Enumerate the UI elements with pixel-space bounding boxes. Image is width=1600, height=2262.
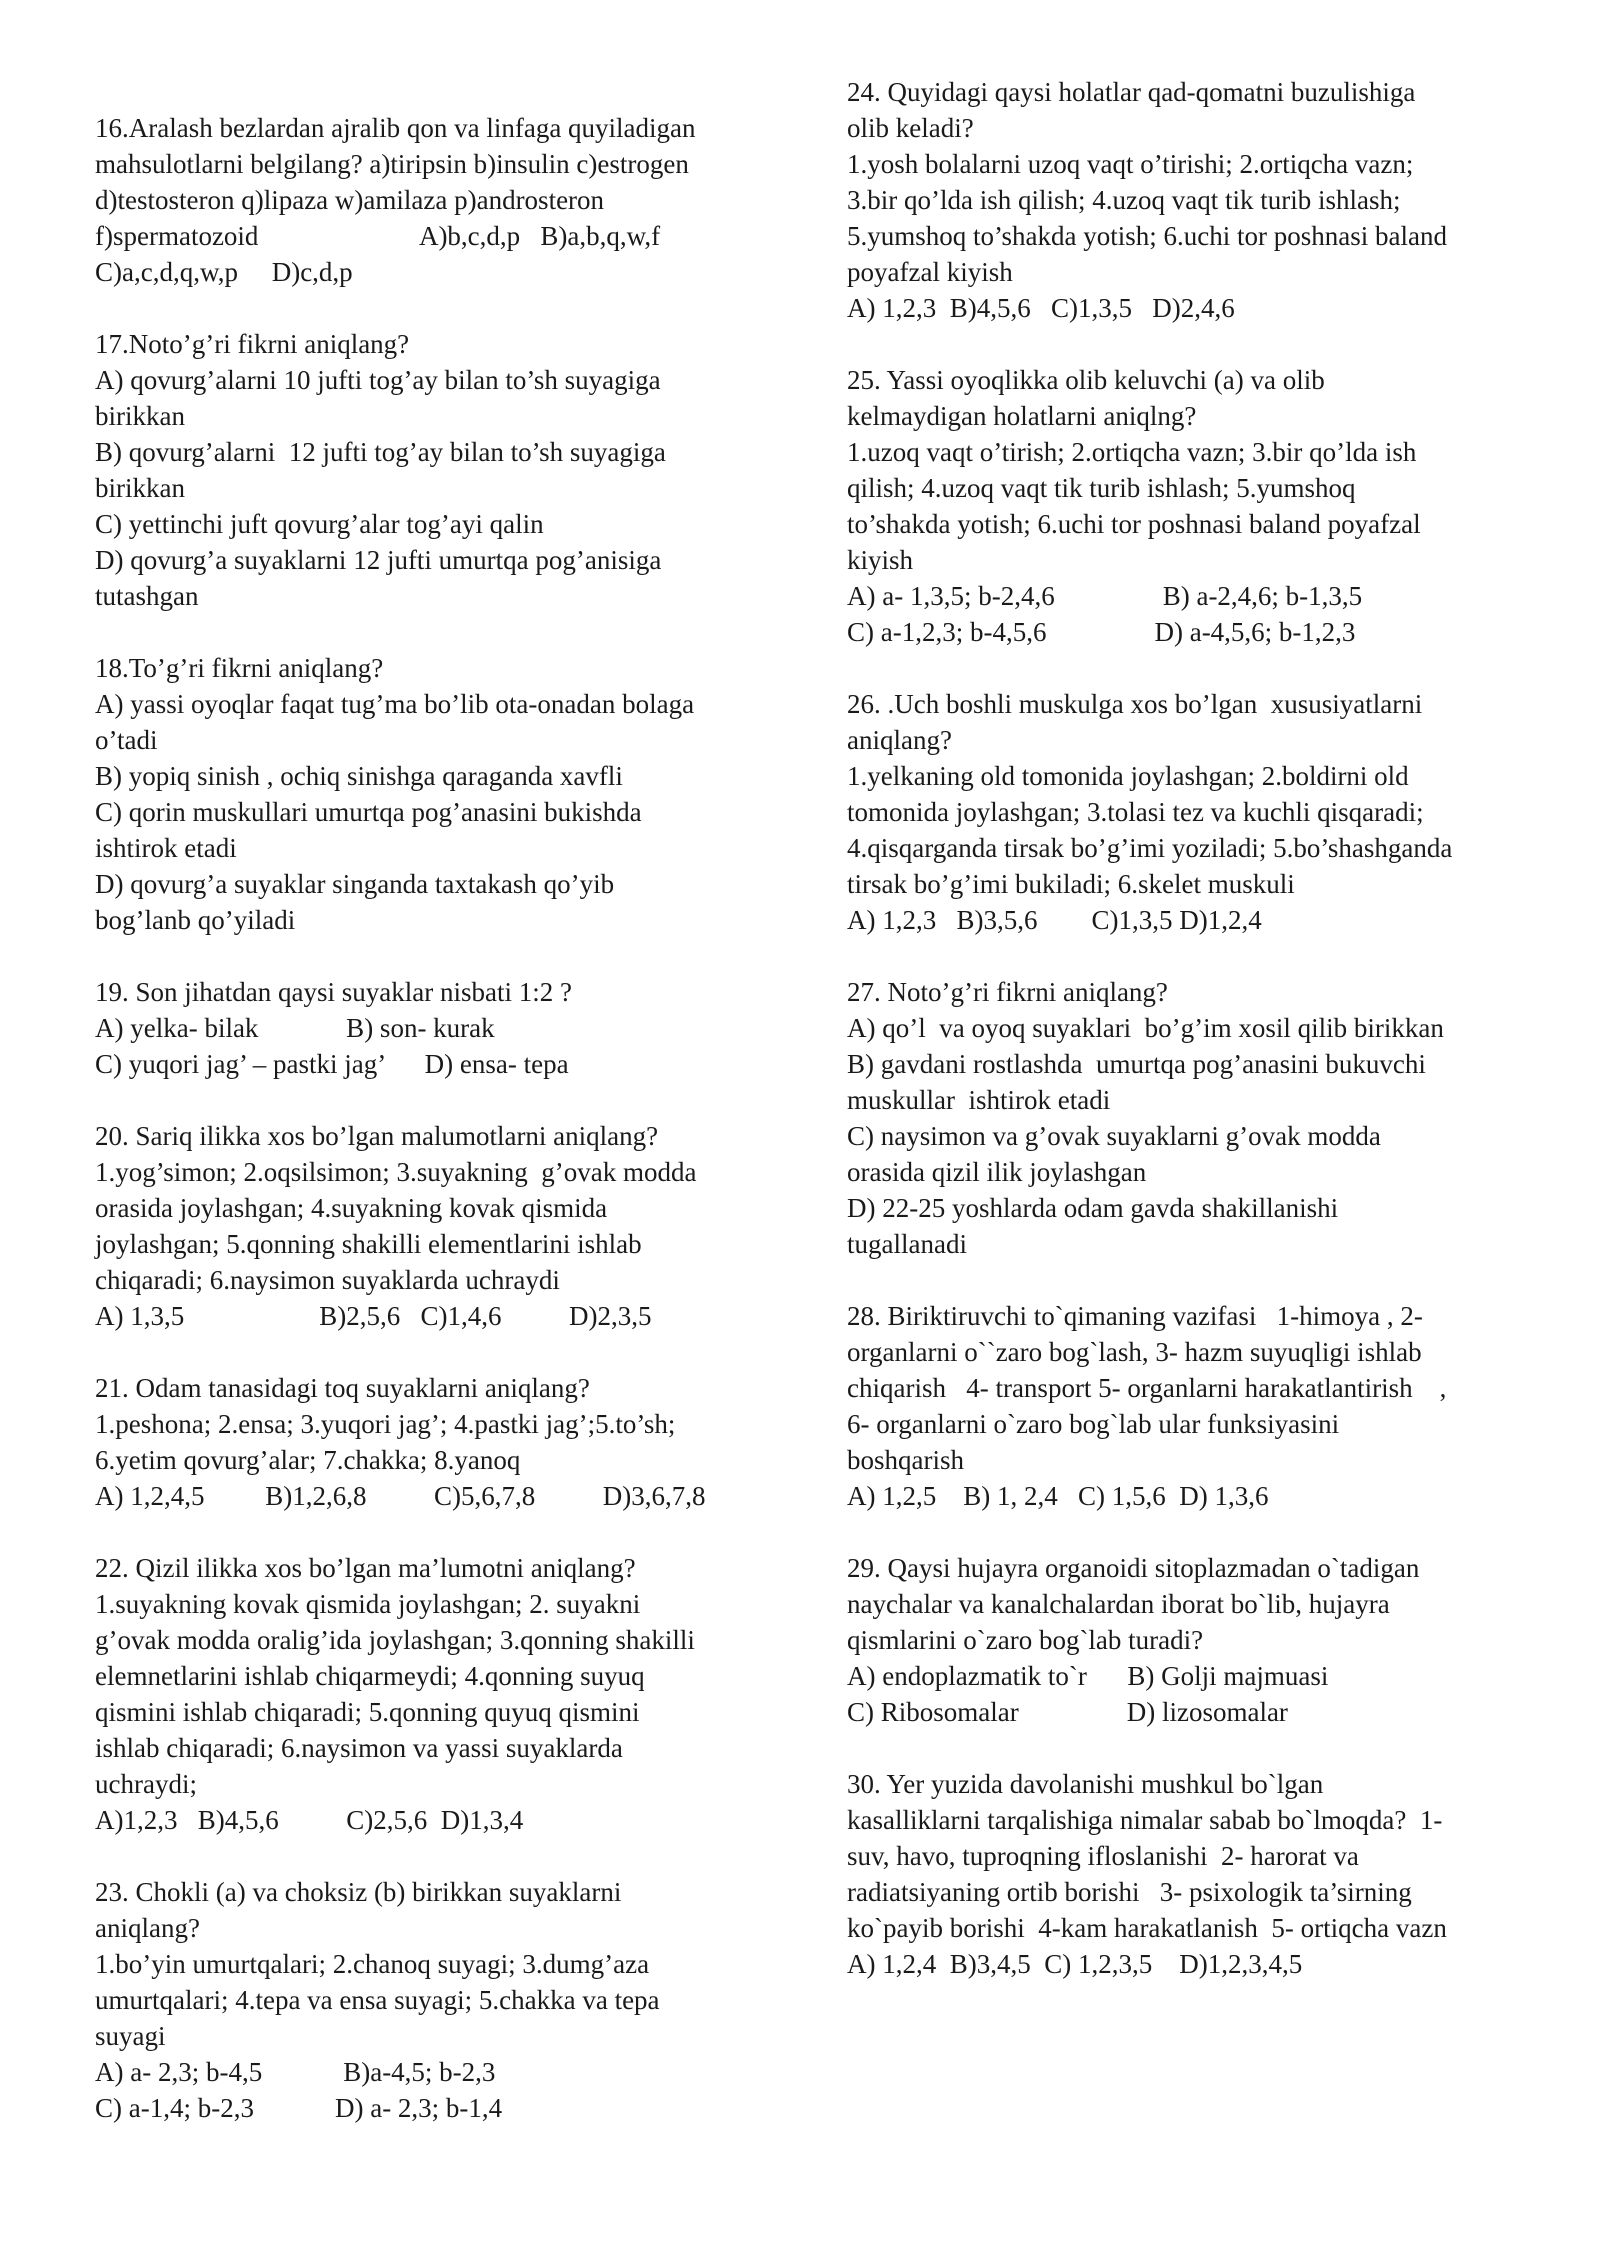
question-line: C) naysimon va g’ovak suyaklarni g’ovak modda	[847, 1121, 1381, 1151]
question-line: A) 1,2,4 B)3,4,5 C) 1,2,3,5 D)1,2,3,4,5	[847, 1949, 1303, 1979]
question-line: qismlarini o`zaro bog`lab turadi?	[847, 1625, 1204, 1655]
question-q19	[95, 974, 800, 1082]
question-line: A) a- 1,3,5; b-2,4,6 B) a-2,4,6; b-1,3,5	[847, 581, 1363, 611]
question-q22	[95, 1550, 800, 1838]
question-line: A) yelka- bilak B) son- kurak	[95, 1013, 495, 1043]
question-line: mahsulotlarni belgilang? a)tiripsin b)insulin c)estrogen	[95, 149, 689, 179]
question-line: umurtqalari; 4.tepa va ensa suyagi; 5.chakka va tepa	[95, 1985, 660, 2015]
question-line: birikkan	[95, 401, 185, 431]
question-line: A)1,2,3 B)4,5,6 C)2,5,6 D)1,3,4	[95, 1805, 524, 1835]
question-line: B) yopiq sinish , ochiq sinishga qaraganda xavfli	[95, 761, 623, 791]
question-line: 1.yosh bolalarni uzoq vaqt o’tirishi; 2.ortiqcha vazn;	[847, 149, 1414, 179]
right-column	[847, 74, 1559, 2018]
question-line: tomonida joylashgan; 3.tolasi tez va kuchli qisqaradi;	[847, 797, 1424, 827]
question-line: 16.Aralash bezlardan ajralib qon va linfaga quyiladigan	[95, 113, 696, 143]
question-line: g’ovak modda oralig’ida joylashgan; 3.qonning shakilli	[95, 1625, 695, 1655]
question-q24	[847, 74, 1559, 326]
question-line: tutashgan	[95, 581, 199, 611]
question-line: organlarni o``zaro bog`lash, 3- hazm suyuqligi ishlab	[847, 1337, 1422, 1367]
question-line: 1.uzoq vaqt o’tirish; 2.ortiqcha vazn; 3.bir qo’lda ish	[847, 437, 1417, 467]
question-line: B) gavdani rostlashda umurtqa pog’anasini bukuvchi	[847, 1049, 1426, 1079]
question-line: C) yuqori jag’ – pastki jag’ D) ensa- tepa	[95, 1049, 569, 1079]
question-line: 27. Noto’g’ri fikrni aniqlang?	[847, 977, 1168, 1007]
question-line: kelmaydigan holatlarni aniqlng?	[847, 401, 1197, 431]
question-line: 19. Son jihatdan qaysi suyaklar nisbati 1:2 ?	[95, 977, 572, 1007]
question-line: qismini ishlab chiqaradi; 5.qonning quyuq qismini	[95, 1697, 640, 1727]
question-line: A) 1,2,3 B)4,5,6 C)1,3,5 D)2,4,6	[847, 293, 1235, 323]
question-line: poyafzal kiyish	[847, 257, 1013, 287]
question-q23	[95, 1874, 800, 2126]
question-line: to’shakda yotish; 6.uchi tor poshnasi baland poyafzal	[847, 509, 1421, 539]
question-q20	[95, 1118, 800, 1334]
question-q25	[847, 362, 1559, 650]
question-line: olib keladi?	[847, 113, 974, 143]
question-q27	[847, 974, 1559, 1262]
question-line: C) qorin muskullari umurtqa pog’anasini bukishda	[95, 797, 642, 827]
question-line: C) a-1,4; b-2,3 D) a- 2,3; b-1,4	[95, 2093, 503, 2123]
question-line: uchraydi;	[95, 1769, 197, 1799]
question-line: C)a,c,d,q,w,p D)c,d,p	[95, 257, 353, 287]
question-line: boshqarish	[847, 1445, 964, 1475]
question-q30	[847, 1766, 1559, 1982]
question-line: aniqlang?	[847, 725, 952, 755]
question-line: D) 22-25 yoshlarda odam gavda shakillanishi	[847, 1193, 1339, 1223]
question-line: bog’lanb qo’yiladi	[95, 905, 296, 935]
question-line: A) 1,2,5 B) 1, 2,4 C) 1,5,6 D) 1,3,6	[847, 1481, 1269, 1511]
question-line: A) 1,2,3 B)3,5,6 C)1,3,5 D)1,2,4	[847, 905, 1262, 935]
question-line: ko`payib borishi 4-kam harakatlanish 5- ortiqcha vazn	[847, 1913, 1447, 1943]
question-line: elemnetlarini ishlab chiqarmeydi; 4.qonning suyuq	[95, 1661, 645, 1691]
question-line: f)spermatozoid A)b,c,d,p B)a,b,q,w,f	[95, 221, 661, 251]
question-q16	[95, 110, 800, 290]
question-line: 4.qisqarganda tirsak bo’g’imi yoziladi; 5.bo’shashganda	[847, 833, 1453, 863]
question-q28	[847, 1298, 1559, 1514]
question-line: A) 1,2,4,5 B)1,2,6,8 C)5,6,7,8 D)3,6,7,8	[95, 1481, 706, 1511]
question-line: 22. Qizil ilikka xos bo’lgan ma’lumotni aniqlang?	[95, 1553, 636, 1583]
question-line: d)testosteron q)lipaza w)amilaza p)androsteron	[95, 185, 605, 215]
question-line: 20. Sariq ilikka xos bo’lgan malumotlarni aniqlang?	[95, 1121, 659, 1151]
question-line: 30. Yer yuzida davolanishi mushkul bo`lgan	[847, 1769, 1324, 1799]
question-line: A) yassi oyoqlar faqat tug’ma bo’lib ota-onadan bolaga	[95, 689, 695, 719]
question-line: chiqarish 4- transport 5- organlarni harakatlantirish ,	[847, 1373, 1447, 1403]
question-line: muskullar ishtirok etadi	[847, 1085, 1111, 1115]
question-line: A) a- 2,3; b-4,5 B)a-4,5; b-2,3	[95, 2057, 496, 2087]
question-line: ishtirok etadi	[95, 833, 237, 863]
question-line: 26. .Uch boshli muskulga xos bo’lgan xususiyatlarni	[847, 689, 1423, 719]
question-line: tugallanadi	[847, 1229, 967, 1259]
question-line: A) qovurg’alarni 10 jufti tog’ay bilan to’sh suyagiga	[95, 365, 661, 395]
question-line: 3.bir qo’lda ish qilish; 4.uzoq vaqt tik turib ishlash;	[847, 185, 1401, 215]
question-line: 28. Biriktiruvchi to`qimaning vazifasi 1-himoya , 2-	[847, 1301, 1423, 1331]
question-q18	[95, 650, 800, 938]
question-line: naychalar va kanalchalardan iborat bo`lib, hujayra	[847, 1589, 1390, 1619]
question-line: 23. Chokli (a) va choksiz (b) birikkan suyaklarni	[95, 1877, 622, 1907]
question-line: 1.yelkaning old tomonida joylashgan; 2.boldirni old	[847, 761, 1409, 791]
question-line: 6.yetim qovurg’alar; 7.chakka; 8.yanoq	[95, 1445, 521, 1475]
question-line: suv, havo, tuproqning ifloslanishi 2- harorat va	[847, 1841, 1359, 1871]
question-line: D) qovurg’a suyaklarni 12 jufti umurtqa pog’anisiga	[95, 545, 662, 575]
question-line: 5.yumshoq to’shakda yotish; 6.uchi tor poshnasi baland	[847, 221, 1447, 251]
question-line: chiqaradi; 6.naysimon suyaklarda uchraydi	[95, 1265, 560, 1295]
question-line: 6- organlarni o`zaro bog`lab ular funksiyasini	[847, 1409, 1340, 1439]
question-q29	[847, 1550, 1559, 1730]
question-line: 24. Quyidagi qaysi holatlar qad-qomatni buzulishiga	[847, 77, 1416, 107]
question-line: 18.To’g’ri fikrni aniqlang?	[95, 653, 384, 683]
question-line: joylashgan; 5.qonning shakilli elementlarini ishlab	[95, 1229, 642, 1259]
question-line: 1.peshona; 2.ensa; 3.yuqori jag’; 4.pastki jag’;5.to’sh;	[95, 1409, 676, 1439]
question-line: 1.yog’simon; 2.oqsilsimon; 3.suyakning g’ovak modda	[95, 1157, 697, 1187]
question-line: A) qo’l va oyoq suyaklari bo’g’im xosil qilib birikkan	[847, 1013, 1444, 1043]
question-line: 21. Odam tanasidagi toq suyaklarni aniqlang?	[95, 1373, 590, 1403]
question-line: B) qovurg’alarni 12 jufti tog’ay bilan to’sh suyagiga	[95, 437, 666, 467]
question-line: radiatsiyaning ortib borishi 3- psixologik ta’sirning	[847, 1877, 1412, 1907]
question-line: orasida joylashgan; 4.suyakning kovak qismida	[95, 1193, 608, 1223]
question-line: kiyish	[847, 545, 914, 575]
question-line: ishlab chiqaradi; 6.naysimon va yassi suyaklarda	[95, 1733, 623, 1763]
question-line: 29. Qaysi hujayra organoidi sitoplazmadan o`tadigan	[847, 1553, 1420, 1583]
question-line: o’tadi	[95, 725, 158, 755]
question-line: C) yettinchi juft qovurg’alar tog’ayi qalin	[95, 509, 544, 539]
left-column	[95, 110, 800, 2162]
question-line: birikkan	[95, 473, 185, 503]
question-q17	[95, 326, 800, 614]
question-line: C) Ribosomalar D) lizosomalar	[847, 1697, 1288, 1727]
question-line: D) qovurg’a suyaklar singanda taxtakash qo’yib	[95, 869, 615, 899]
question-line: tirsak bo’g’imi bukiladi; 6.skelet muskuli	[847, 869, 1295, 899]
question-line: suyagi	[95, 2021, 166, 2051]
question-q21	[95, 1370, 800, 1514]
question-line: orasida qizil ilik joylashgan	[847, 1157, 1147, 1187]
question-line: A) endoplazmatik to`r B) Golji majmuasi	[847, 1661, 1329, 1691]
question-line: A) 1,3,5 B)2,5,6 C)1,4,6 D)2,3,5	[95, 1301, 652, 1331]
question-q26	[847, 686, 1559, 938]
question-line: kasalliklarni tarqalishiga nimalar sabab bo`lmoqda? 1-	[847, 1805, 1443, 1835]
question-line: 1.suyakning kovak qismida joylashgan; 2. suyakni	[95, 1589, 641, 1619]
question-line: 25. Yassi oyoqlikka olib keluvchi (a) va olib	[847, 365, 1325, 395]
question-line: aniqlang?	[95, 1913, 200, 1943]
question-line: C) a-1,2,3; b-4,5,6 D) a-4,5,6; b-1,2,3	[847, 617, 1356, 647]
question-line: 1.bo’yin umurtqalari; 2.chanoq suyagi; 3.dumg’aza	[95, 1949, 650, 1979]
question-line: qilish; 4.uzoq vaqt tik turib ishlash; 5.yumshoq	[847, 473, 1356, 503]
question-line: 17.Noto’g’ri fikrni aniqlang?	[95, 329, 410, 359]
